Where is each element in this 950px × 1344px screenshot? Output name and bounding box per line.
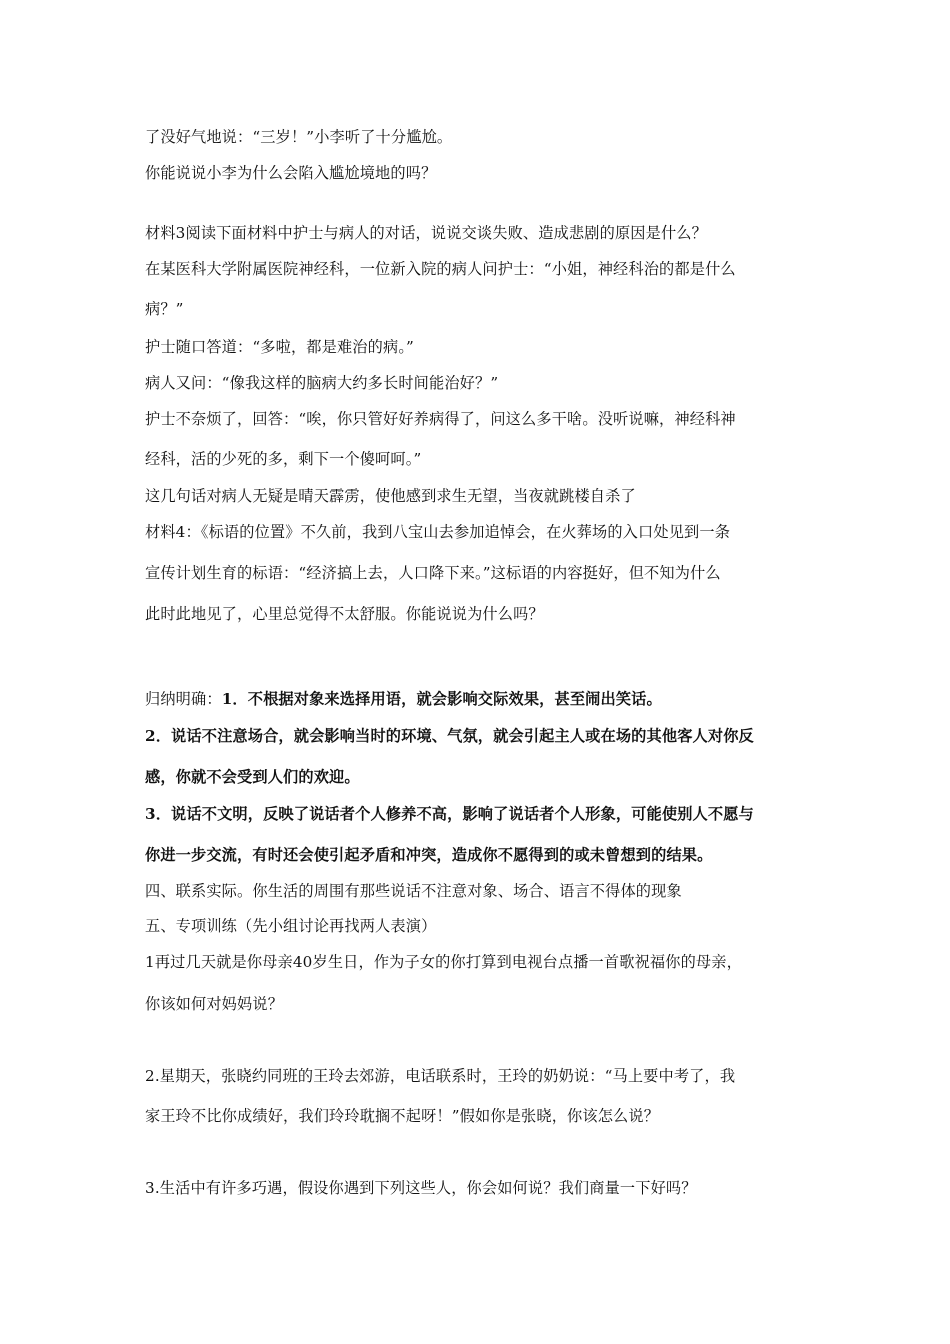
material-3-heading: 材料3阅读下面材料中护士与病人的对话，说说交谈失败、造成悲剧的原因是什么？: [145, 224, 707, 242]
text-line: 宣传计划生育的标语：“经济搞上去，人口降下来。”这标语的内容挺好，但不知为什么: [145, 564, 721, 582]
summary-line: [145, 689, 815, 709]
text-line: 家王玲不比你成绩好，我们玲玲耽搁不起呀！”假如你是张晓，你该怎么说？: [145, 1107, 660, 1125]
text-line: 这几句话对病人无疑是晴天霹雳，使他感到求生无望，当夜就跳楼自杀了: [145, 487, 636, 505]
material-4-heading: 材料4：《标语的位置》不久前，我到八宝山去参加追悼会，在火葬场的入口处见到一条: [145, 523, 731, 541]
exercise-1: 1再过几天就是你母亲40岁生日，作为子女的你打算到电视台点播一首歌祝福你的母亲，: [145, 953, 742, 971]
text-line: 你该如何对妈妈说？: [145, 995, 284, 1013]
section-4-heading: 四、联系实际。你生活的周围有那些说话不注意对象、场合、语言不得体的现象: [145, 882, 682, 900]
text-line: 在某医科大学附属医院神经科，一位新入院的病人问护士：“小姐，神经科治的都是什么: [145, 260, 736, 278]
summary-point-1: 1．不根据对象来选择用语，就会影响交际效果，甚至闹出笑话。: [221, 690, 662, 708]
exercise-2: 2.星期天，张晓约同班的王玲去郊游，电话联系时，王玲的奶奶说：“马上要中考了，我: [145, 1067, 736, 1085]
exercise-3: 3.生活中有许多巧遇，假设你遇到下列这些人，你会如何说？我们商量一下好吗？: [145, 1179, 697, 1197]
text-line: 护士随口答道：“多啦，都是难治的病。”: [145, 338, 414, 356]
text-line: 病？”: [145, 300, 184, 318]
text-line: 护士不奈烦了，回答：“唉，你只管好好养病得了，问这么多干啥。没听说嘛，神经科神: [145, 410, 736, 428]
text-line: 经科，活的少死的多，剩下一个傻呵呵。”: [145, 450, 422, 468]
text-line: 你进一步交流，有时还会使引起矛盾和冲突，造成你不愿得到的或未曾想到的结果。: [145, 846, 713, 864]
summary-label: 归纳明确：: [145, 690, 222, 708]
text-line: 感，你就不会受到人们的欢迎。: [145, 768, 360, 786]
text-line: 你能说说小李为什么会陷入尴尬境地的吗？: [145, 164, 437, 182]
summary-point-2: 2．说话不注意场合，就会影响当时的环境、气氛，就会引起主人或在场的其他客人对你反: [145, 727, 754, 745]
text-line: 了没好气地说：“三岁！”小李听了十分尴尬。: [145, 128, 453, 146]
text-line: 病人又问：“像我这样的脑病大约多长时间能治好？”: [145, 374, 499, 392]
section-5-heading: 五、专项训练（先小组讨论再找两人表演）: [145, 917, 437, 935]
text-line: 此时此地见了，心里总觉得不太舒服。你能说说为什么吗？: [145, 605, 544, 623]
summary-point-3: 3．说话不文明，反映了说话者个人修养不高，影响了说话者个人形象，可能使别人不愿与: [145, 805, 754, 823]
